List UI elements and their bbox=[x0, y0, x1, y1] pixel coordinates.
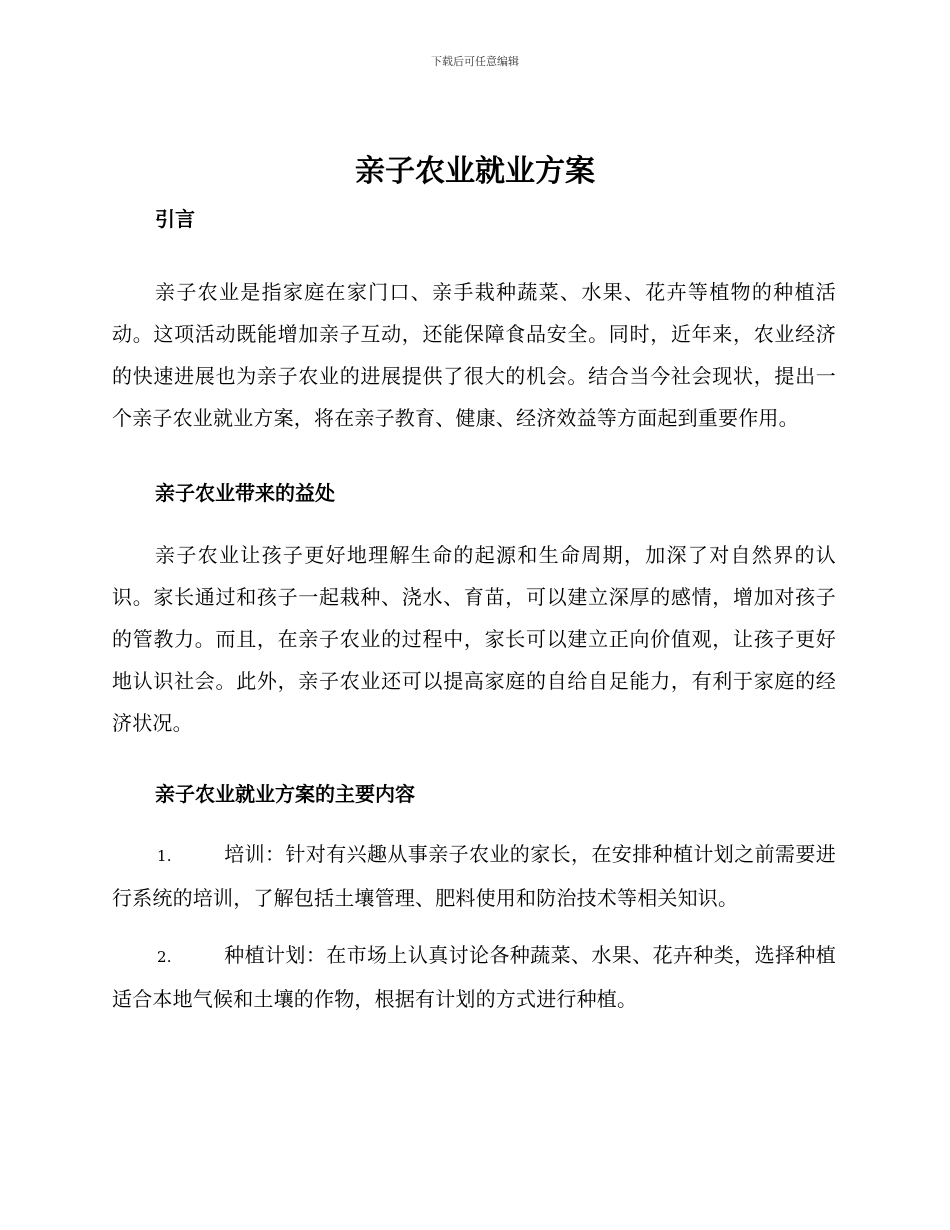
list-item-text: 在市场上认真讨论各种蔬菜、水果、花卉种类，选择种植适合本地气候和土壤的作物，根据有计划的方式进行种植。 bbox=[112, 943, 837, 1011]
list-item-number: 2. bbox=[157, 948, 172, 966]
list-item-number: 1. bbox=[157, 847, 172, 865]
list-item-text: 针对有兴趣从事亲子农业的家长，在安排种植计划之前需要进行系统的培训，了解包括土壤管理、肥料使用和防治技术等相关知识。 bbox=[112, 842, 836, 910]
list-item-separator: ： bbox=[265, 842, 286, 866]
list-item-separator: ： bbox=[305, 943, 327, 967]
document-body bbox=[112, 203, 836, 1020]
paragraph-introduction: 亲子农业是指家庭在家门口、亲手栽种蔬菜、水果、花卉等植物的种植活动。这项活动既能增加亲子互动，还能保障食品安全。同时，近年来，农业经济的快速进展也为亲子农业的进展提供了很大的机会。结合当今社会现状，提出一个亲子农业就业方案，将在亲子教育、健康、经济效益等方面起到重要作用。 bbox=[112, 280, 836, 430]
section-heading-introduction: 引言 bbox=[155, 207, 195, 231]
section-heading-benefits: 亲子农业带来的益处 bbox=[155, 481, 335, 505]
list-item-planting-plan bbox=[112, 934, 836, 1020]
paragraph-benefits: 亲子农业让孩子更好地理解生命的起源和生命周期，加深了对自然界的认识。家长通过和孩子一起栽种、浇水、育苗，可以建立深厚的感情，增加对孩子的管教力。而且，在亲子农业的过程中，家长可以建立正向价值观，让孩子更好地认识社会。此外，亲子农业还可以提高家庭的自给自足能力，有利于家庭的经济状况。 bbox=[112, 543, 836, 735]
section-heading-main-content: 亲子农业就业方案的主要内容 bbox=[155, 782, 415, 806]
list-item-label: 种植计划 bbox=[224, 943, 306, 967]
list-item-label: 培训 bbox=[224, 842, 265, 866]
document-title: 亲子农业就业方案 bbox=[355, 154, 595, 189]
list-item-training bbox=[112, 833, 836, 919]
page-header: 下载后可任意编辑 bbox=[431, 55, 519, 68]
